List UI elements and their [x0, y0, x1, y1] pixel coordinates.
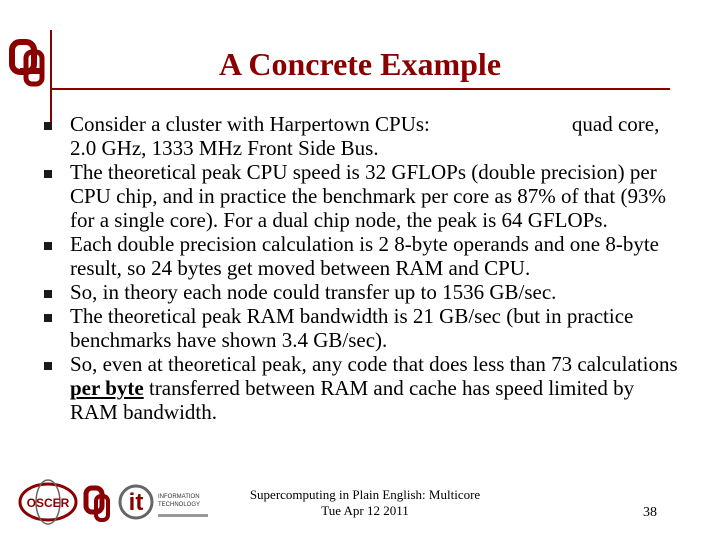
bullet-text: So, in theory each node could transfer up to 1536 GB/sec.: [70, 280, 557, 304]
bullet-item: [44, 352, 684, 424]
bullet-text: The theoretical peak CPU speed is 32 GFLOPs (double precision) per CPU chip, and in practice the benchmark per core as 87% of that (93% for a single core). For a dual chip node, the peak is 64 GFLOPs.: [70, 160, 666, 232]
bullet-text: Consider a cluster with Harpertown CPUs:: [70, 112, 430, 136]
it-logo-sub2: TECHNOLOGY: [158, 502, 201, 508]
bullet-text: The theoretical peak RAM bandwidth is 21 GB/sec (but in practice benchmarks have shown 3.4 GB/sec).: [70, 304, 634, 352]
footer-text: [200, 487, 530, 519]
bullet-marker-icon: [44, 362, 52, 370]
title-horizontal-rule: [50, 88, 670, 90]
emphasis-text: per byte: [70, 376, 144, 400]
footer-course-title: Supercomputing in Plain English: Multicore: [249, 487, 481, 502]
bullet-marker-icon: [44, 122, 52, 130]
bullet-item: [44, 232, 684, 280]
footer-logos: [18, 478, 218, 530]
page-number: 38: [643, 505, 657, 520]
slide-title: A Concrete Example: [218, 46, 502, 82]
oscer-logo-text: OSCER: [26, 496, 70, 510]
it-logo-sub1: INFORMATION: [158, 494, 200, 500]
bullet-text-continued: quad core, 2.0 GHz, 1333 MHz Front Side Bus.: [70, 112, 660, 160]
bullet-item: [44, 112, 684, 160]
bullet-item: [44, 160, 684, 232]
it-logo-icon: [120, 486, 208, 518]
it-logo-text: it: [128, 489, 144, 516]
bullet-marker-icon: [44, 290, 52, 298]
bullet-item: [44, 280, 684, 304]
bullet-marker-icon: [44, 170, 52, 178]
bullet-marker-icon: [44, 242, 52, 250]
bullet-text: So, even at theoretical peak, any code that does less than 73 calculations: [70, 352, 678, 376]
bullet-item: [44, 304, 684, 352]
bullet-marker-icon: [44, 314, 52, 322]
footer-date: Tue Apr 12 2011: [321, 503, 409, 518]
bullet-list: [44, 112, 684, 424]
ou-small-logo-icon: [86, 488, 108, 520]
oscer-logo-icon: [20, 480, 76, 524]
bullet-text-continued: transferred between RAM and cache has speed limited by RAM bandwidth.: [70, 376, 635, 424]
bullet-text: Each double precision calculation is 2 8-byte operands and one 8-byte result, so 24 bytes get moved between RAM and CPU.: [70, 232, 659, 280]
